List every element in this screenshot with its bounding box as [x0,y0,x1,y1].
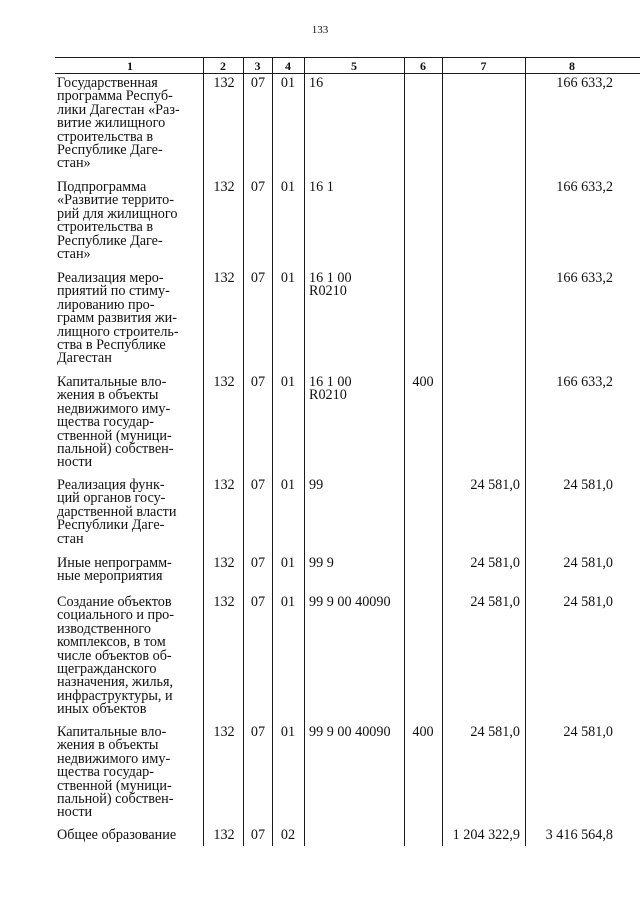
row-col-8: 166 633,2 [556,75,613,91]
row-col-2: 132 [213,75,235,91]
page-number: 133 [311,24,329,36]
row-col-8: 3 416 564,8 [545,827,613,843]
row-col-5: 16 1 00 R0210 [309,374,352,404]
row-col-7: 24 581,0 [470,555,520,571]
row-col-5: 99 9 [309,555,334,571]
row-col-8: 24 581,0 [563,724,613,740]
row-col-3: 07 [250,827,266,843]
row-col-2: 132 [213,477,235,493]
row-name: Государственная программа Респуб- лики Дагестан «Раз- витие жилищного строительства в Республике Даге- стан» [57,75,180,172]
row-col-2: 132 [213,374,235,390]
row-col-8: 24 581,0 [563,594,613,610]
row-col-6: 400 [412,374,434,390]
row-col-4: 01 [280,270,296,286]
row-col-2: 132 [213,270,235,286]
row-col-3: 07 [250,374,266,390]
row-name: Реализация функ- ций органов госу- дарственной власти Республики Даге- стан [57,477,177,547]
column-header-4: 4 [285,59,291,73]
row-col-3: 07 [250,270,266,286]
row-col-3: 07 [250,75,266,91]
row-col-4: 01 [280,75,296,91]
row-col-3: 07 [250,477,266,493]
column-header-2: 2 [220,59,226,73]
row-col-4: 01 [280,374,296,390]
row-col-3: 07 [250,555,266,571]
row-name: Капитальные вло- жения в объекты недвижимого иму- щества государ- ственной (муници- пальной) собствен- ности [57,724,174,821]
row-col-2: 132 [213,179,235,195]
header-top-rule [55,57,640,58]
row-col-3: 07 [250,724,266,740]
column-header-8: 8 [569,59,575,73]
column-header-5: 5 [351,59,357,73]
row-col-8: 166 633,2 [556,270,613,286]
row-col-7: 1 204 322,9 [452,827,520,843]
column-header-1: 1 [127,59,133,73]
row-col-4: 01 [280,594,296,610]
row-col-7: 24 581,0 [470,594,520,610]
row-col-4: 02 [280,827,296,843]
row-name: Общее образование [57,827,177,843]
row-col-4: 01 [280,179,296,195]
row-col-5: 99 9 00 40090 [309,724,391,740]
row-name: Иные непрограмм- ные мероприятия [57,555,172,585]
row-name: Создание объектов социального и про- изводственного комплексов, в том числе объектов об- щегражданского назначения, жилья, инфраструктуры, и иных объектов [57,594,174,718]
column-divider [304,57,305,846]
row-col-8: 24 581,0 [563,477,613,493]
row-col-5: 99 [309,477,324,493]
row-col-4: 01 [280,477,296,493]
row-col-3: 07 [250,594,266,610]
row-name: Реализация меро- приятий по стиму- лированию про- грамм развития жи- лищного строитель- ства в Республике Дагестан [57,270,179,367]
row-col-8: 166 633,2 [556,374,613,390]
column-header-3: 3 [254,59,261,73]
row-col-7: 24 581,0 [470,724,520,740]
row-col-8: 24 581,0 [563,555,613,571]
row-col-2: 132 [213,827,235,843]
row-col-7: 24 581,0 [470,477,520,493]
row-col-5: 16 1 00 R0210 [309,270,352,300]
row-col-2: 132 [213,555,235,571]
row-col-5: 16 1 [309,179,334,195]
row-col-2: 132 [213,724,235,740]
row-col-4: 01 [280,555,296,571]
row-name: Подпрограмма «Развитие террито- рий для жилищного строительства в Республике Даге- стан» [57,179,178,263]
row-col-2: 132 [213,594,235,610]
row-col-4: 01 [280,724,296,740]
row-col-8: 166 633,2 [556,179,613,195]
row-col-3: 07 [250,179,266,195]
column-header-7: 7 [480,59,487,73]
column-header-6: 6 [420,59,426,73]
row-col-6: 400 [412,724,434,740]
row-name: Капитальные вло- жения в объекты недвижимого иму- щества государ- ственной (муници- пальной) собствен- ности [57,374,174,471]
row-col-5: 16 [309,75,324,91]
row-col-5: 99 9 00 40090 [309,594,391,610]
